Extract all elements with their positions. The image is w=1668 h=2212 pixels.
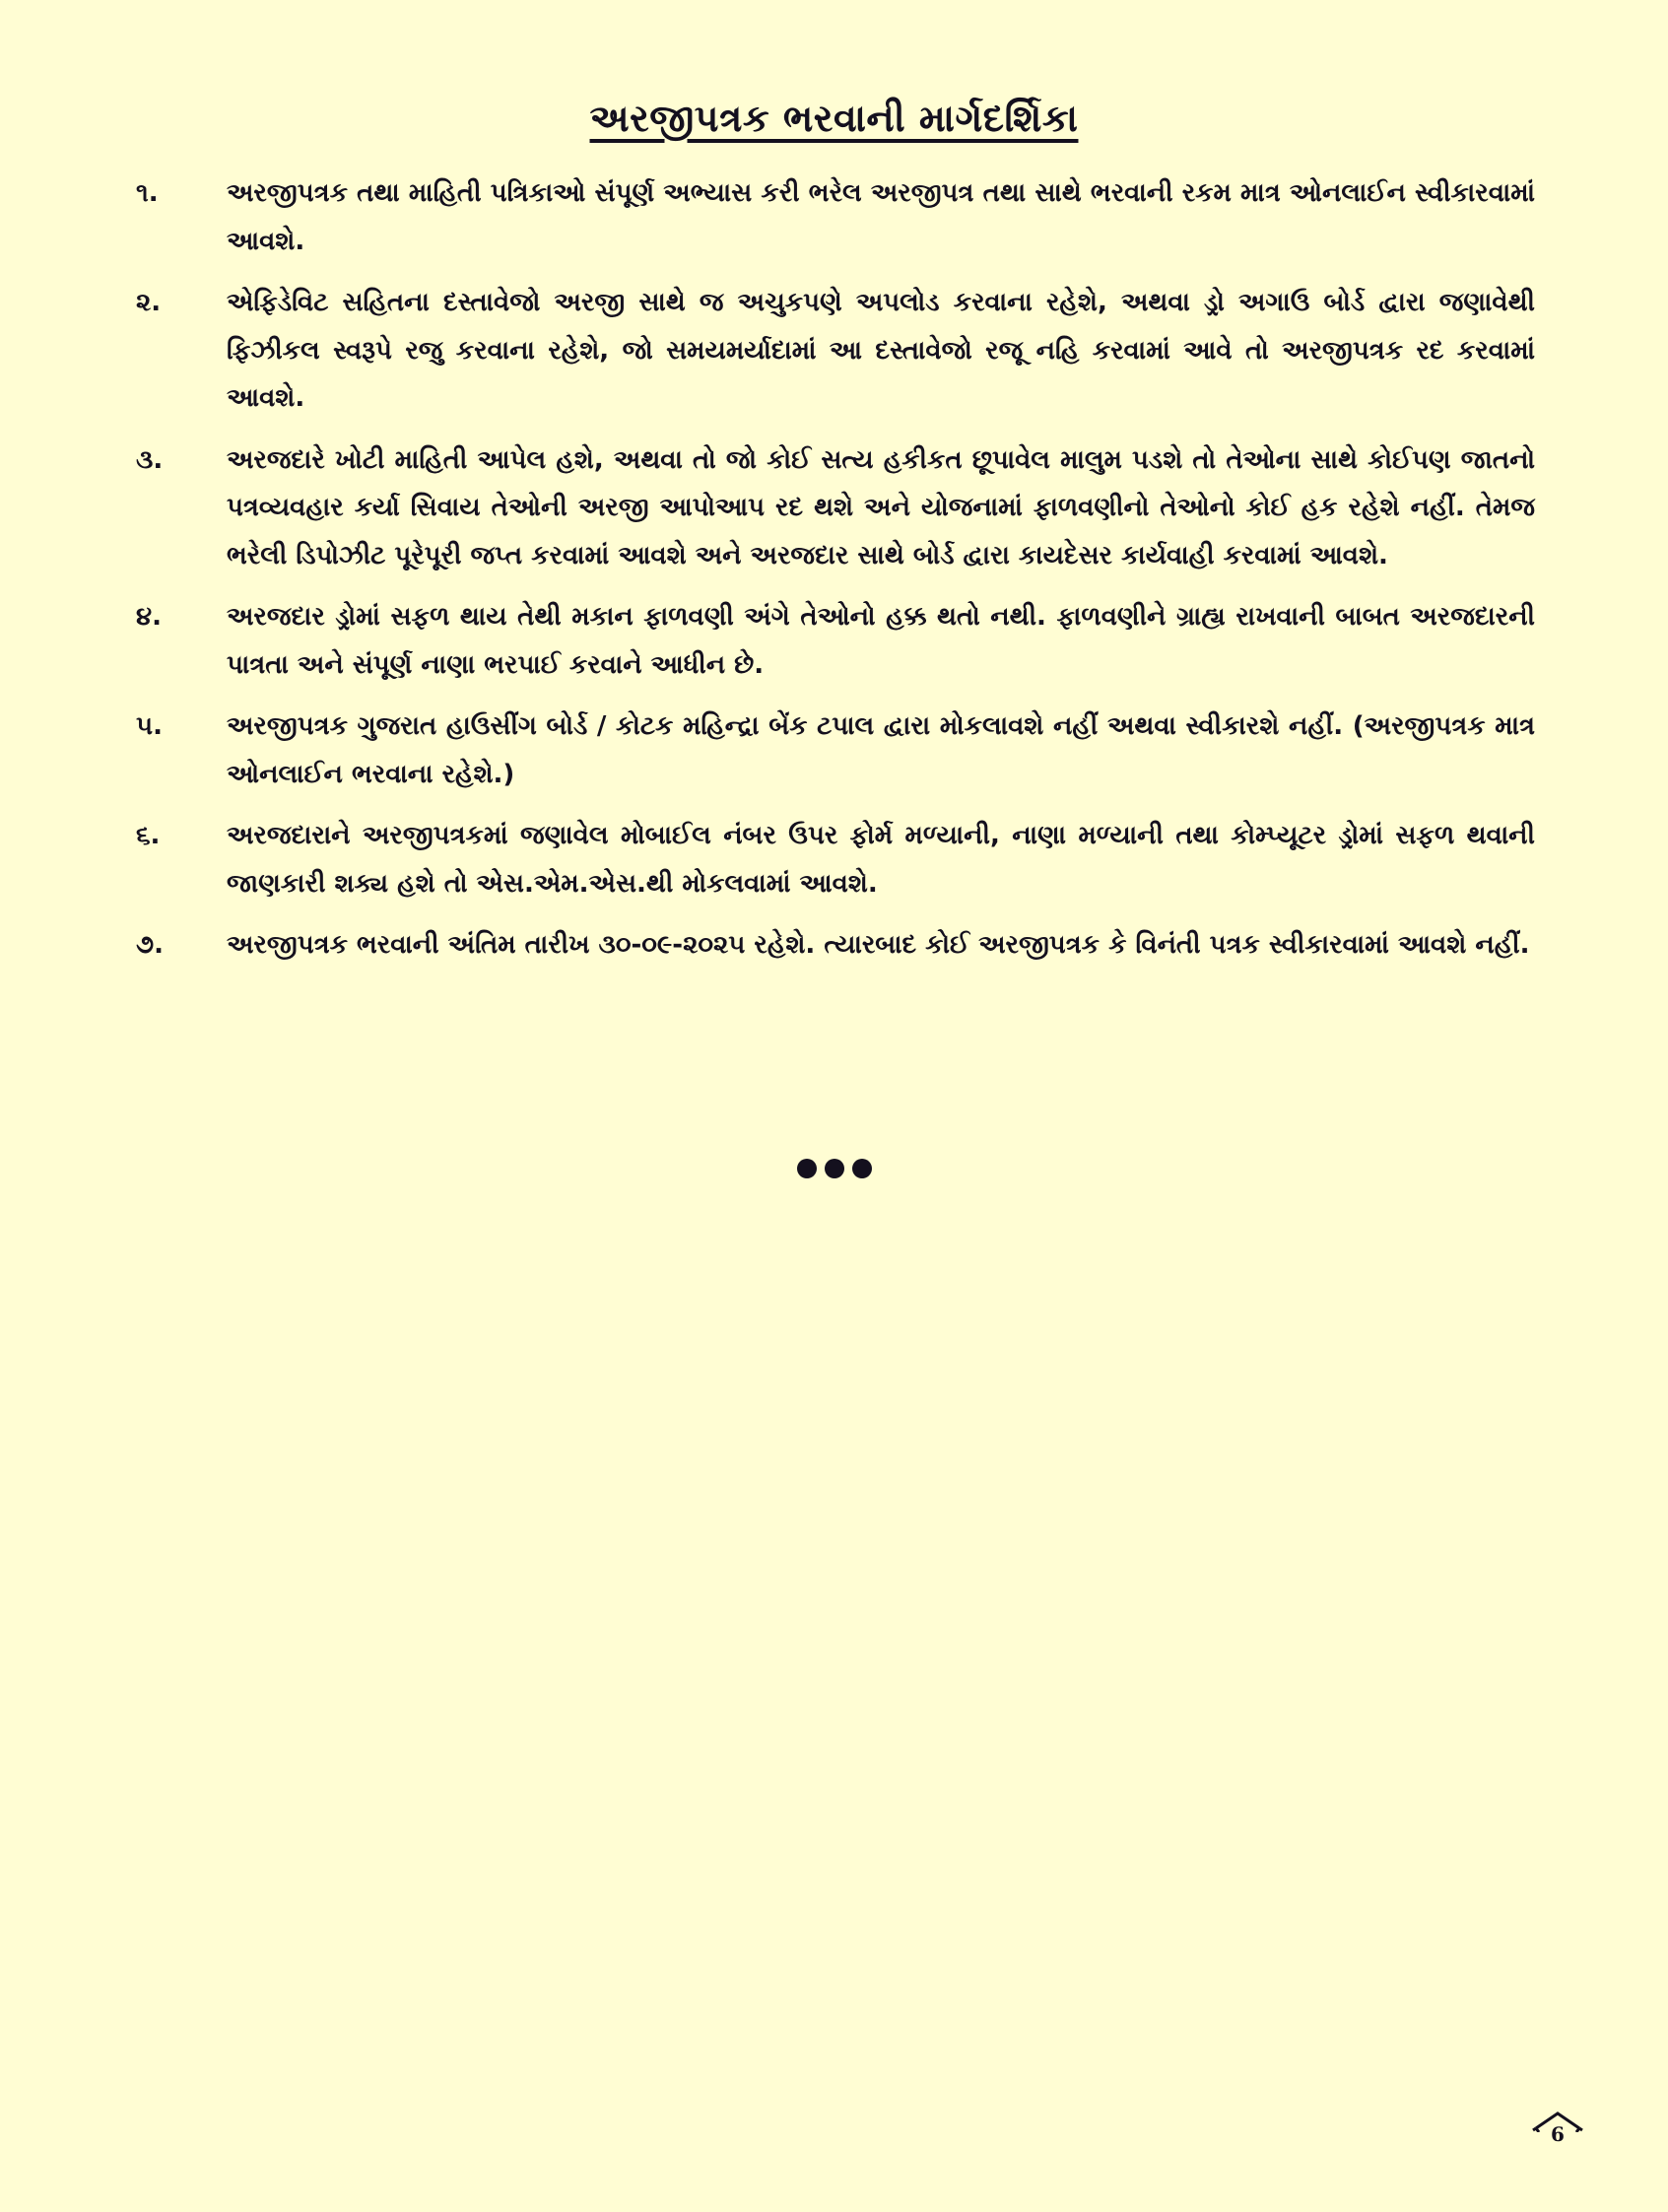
dot-icon [797,1159,817,1178]
item-text: અરજદાર ડ્રોમાં સફળ થાય તેથી મકાન ફાળવણી અંગે તેઓનો હક્ક થતો નથી. ફાળવણીને ગ્રાહ્ય રાખવાની બાબત અરજદારની પાત્રતા અને સંપૂર્ણ નાણા ભરપાઈ કરવાને આધીન છે. [227,602,1535,680]
item-number: ૨. [136,288,162,317]
end-marker-dots [0,1159,1668,1178]
item-number: ૧. [136,178,159,208]
item-text: અરજીપત્રક ભરવાની અંતિમ તારીખ ૩૦-૦૯-૨૦૨૫ રહેશે. ત્યારબાદ કોઈ અરજીપત્રક કે વિનંતી પત્રક સ્વીકારવામાં આવશે નહીં. [227,930,1530,960]
dot-icon [825,1159,844,1178]
item-text: અરજીપત્રક તથા માહિતી પત્રિકાઓ સંપૂર્ણ અભ્યાસ કરી ભરેલ અરજીપત્ર તથા સાથે ભરવાની રકમ માત્ર ઓનલાઈન સ્વીકારવામાં આવશે. [227,178,1535,256]
item-text: અરજીપત્રક ગુજરાત હાઉસીંગ બોર્ડ / કોટક મહિન્દ્રા બેંક ટપાલ દ્વારા મોકલાવશે નહીં અથવા સ્વીકારશે નહીં. (અરજીપત્રક માત્ર ઓનલાઈન ભરવાના રહેશે.) [227,711,1535,789]
item-number: ૩. [136,444,164,475]
item-number: ૪. [136,602,162,632]
list-item [136,703,1535,798]
item-text: અરજદારાને અરજીપત્રકમાં જણાવેલ મોબાઈલ નંબર ઉપર ફોર્મ મળ્યાની, નાણા મળ્યાની તથા કોમ્પ્યૂટર ડ્રોમાં સફળ થવાની જાણકારી શક્ય હશે તો એસ.એમ.એસ.થી મોકલવામાં આવશે. [227,821,1535,899]
item-text: એફિડેવિટ સહિતના દસ્તાવેજો અરજી સાથે જ અચુકપણે અપલોડ કરવાના રહેશે, અથવા ડ્રો અગાઉ બોર્ડ દ્વારા જણાવેથી ફિઝીકલ સ્વરૂપે રજુ કરવાના રહેશે, જો સમયમર્યાદામાં આ દસ્તાવેજો રજૂ નહિ કરવામાં આવે તો અરજીપત્રક રદ કરવામાં આવશે. [227,288,1535,413]
list-item [136,436,1535,580]
list-item [136,169,1535,265]
page-title: અરજીપત્રક ભરવાની માર્ગદર્શિકા [589,97,1079,140]
page-number-badge [1530,2109,1585,2152]
item-number: ૬. [136,821,161,850]
item-number: ૫. [136,711,163,741]
page-number: 6 [1551,2122,1565,2146]
list-item [136,593,1535,689]
guidelines-list [136,169,1535,983]
list-item [136,812,1535,907]
list-item [136,921,1535,970]
item-number: ૭. [136,930,164,960]
page-title-container [0,97,1668,141]
dot-icon [852,1159,872,1178]
list-item [136,279,1535,423]
item-text: અરજદારે ખોટી માહિતી આપેલ હશે, અથવા તો જો કોઈ સત્ય હકીકત છૂપાવેલ માલુમ પડશે તો તેઓના સાથે કોઈપણ જાતનો પત્રવ્યવહાર કર્યા સિવાય તેઓની અરજી આપોઆપ રદ થશે અને યોજનામાં ફાળવણીનો તેઓનો કોઈ હક રહેશે નહીં. તેમજ ભરેલી ડિપોઝીટ પૂરેપૂરી જપ્ત કરવામાં આવશે અને અરજદાર સાથે બોર્ડ દ્વારા કાયદેસર કાર્યવાહી કરવામાં આવશે. [227,444,1535,570]
